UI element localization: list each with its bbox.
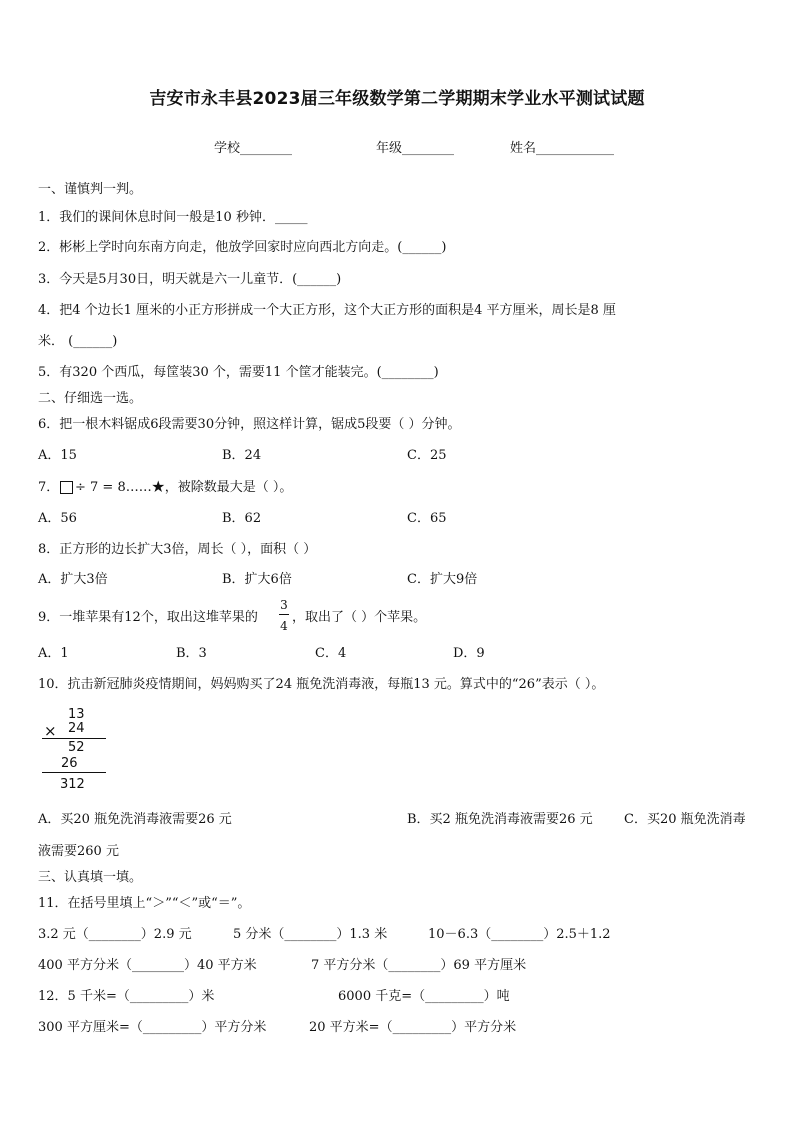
calc-partial-2: 26 bbox=[61, 756, 78, 771]
calc-line-1 bbox=[42, 738, 106, 739]
fraction-numerator: 3 bbox=[280, 598, 288, 612]
question-8: 8．正方形的边长扩大3倍，周长（ ），面积（ ） bbox=[38, 542, 317, 557]
page-title: 吉安市永丰县2023届三年级数学第二学期期末学业水平测试试题 bbox=[149, 89, 645, 109]
question-10: 10．抗击新冠肺炎疫情期间，妈妈购买了24 瓶免洗消毒液，每瓶13 元。算式中的“26”表示（ ）。 bbox=[38, 677, 605, 692]
question-11: 11．在括号里填上“＞”“＜”或“＝”。 bbox=[38, 896, 251, 911]
question-7-number: 7． bbox=[38, 480, 60, 495]
q10-option-a[interactable]: A．买20 瓶免洗消毒液需要26 元 bbox=[38, 812, 232, 827]
section3-heading: 三、认真填一填。 bbox=[38, 870, 143, 885]
q12-item-2[interactable]: 6000 千克=（_________）吨 bbox=[338, 989, 510, 1004]
question-5: 5．有320 个西瓜，每筐装30 个，需要11 个筐才能装完。(________) bbox=[38, 365, 439, 380]
times-icon: × bbox=[44, 722, 57, 740]
q11-item-5[interactable]: 7 平方分米（________）69 平方厘米 bbox=[311, 958, 527, 973]
section2-heading: 二、仔细选一选。 bbox=[38, 391, 143, 406]
q7-option-b[interactable]: B．62 bbox=[222, 511, 262, 526]
calc-multiplier: 24 bbox=[68, 721, 85, 736]
question-7: ÷ 7 = 8……★，被除数最大是（ ）。 bbox=[75, 480, 293, 495]
q10-option-c-continued: 液需要260 元 bbox=[38, 844, 119, 859]
q11-item-2[interactable]: 5 分米（________）1.3 米 bbox=[233, 927, 388, 942]
question-4-line2: 米． (______) bbox=[38, 334, 118, 349]
q8-option-b[interactable]: B．扩大6倍 bbox=[222, 572, 292, 587]
q12-item-1[interactable]: 12．5 千米=（_________）米 bbox=[38, 989, 215, 1004]
q6-option-c[interactable]: C．25 bbox=[407, 448, 447, 463]
grade-field[interactable]: 年级________ bbox=[376, 141, 455, 156]
q11-item-1[interactable]: 3.2 元（________）2.9 元 bbox=[38, 927, 192, 942]
question-1: 1．我们的课间休息时间一般是10 秒钟．_____ bbox=[38, 210, 308, 225]
fraction-bar bbox=[279, 614, 289, 615]
question-2: 2．彬彬上学时向东南方向走，他放学回家时应向西北方向走。(______) bbox=[38, 240, 447, 255]
question-4-line1: 4．把4 个边长1 厘米的小正方形拼成一个大正方形，这个大正方形的面积是4 平方厘米，周长是8 厘 bbox=[38, 303, 616, 318]
calc-line-2 bbox=[42, 772, 106, 773]
q11-item-3[interactable]: 10－6.3（________）2.5＋1.2 bbox=[428, 927, 611, 942]
calc-result: 312 bbox=[60, 777, 85, 792]
name-field[interactable]: 姓名____________ bbox=[510, 141, 615, 156]
q8-option-a[interactable]: A．扩大3倍 bbox=[38, 572, 108, 587]
blank-box-icon bbox=[60, 481, 73, 494]
question-6: 6．把一根木料锯成6段需要30分钟，照这样计算，锯成5段要（ ）分钟。 bbox=[38, 417, 461, 432]
school-field[interactable]: 学校________ bbox=[214, 141, 293, 156]
q7-option-a[interactable]: A．56 bbox=[38, 511, 77, 526]
q11-item-4[interactable]: 400 平方分米（________）40 平方米 bbox=[38, 958, 257, 973]
q9-option-c[interactable]: C．4 bbox=[315, 646, 347, 661]
q6-option-a[interactable]: A．15 bbox=[38, 448, 77, 463]
q9-option-a[interactable]: A．1 bbox=[38, 646, 69, 661]
q7-option-c[interactable]: C．65 bbox=[407, 511, 447, 526]
calc-partial-1: 52 bbox=[68, 740, 85, 755]
q12-item-3[interactable]: 300 平方厘米=（_________）平方分米 bbox=[38, 1020, 267, 1035]
fraction-denominator: 4 bbox=[280, 619, 288, 633]
q10-option-b[interactable]: B．买2 瓶免洗消毒液需要26 元 bbox=[407, 812, 593, 827]
question-3: 3．今天是5月30日，明天就是六一儿童节．(______) bbox=[38, 272, 342, 287]
section1-heading: 一、谨慎判一判。 bbox=[38, 182, 143, 197]
q10-option-c[interactable]: C．买20 瓶免洗消毒 bbox=[624, 812, 746, 827]
question-9-part1: 9．一堆苹果有12个，取出这堆苹果的 bbox=[38, 610, 258, 625]
question-9-part2: ，取出了（ ）个苹果。 bbox=[292, 610, 427, 625]
q12-item-4[interactable]: 20 平方米=（_________）平方分米 bbox=[309, 1020, 517, 1035]
q8-option-c[interactable]: C．扩大9倍 bbox=[407, 572, 478, 587]
q9-option-b[interactable]: B．3 bbox=[176, 646, 207, 661]
q6-option-b[interactable]: B．24 bbox=[222, 448, 262, 463]
q9-option-d[interactable]: D．9 bbox=[453, 646, 485, 661]
calc-top-number: 13 bbox=[68, 707, 85, 722]
